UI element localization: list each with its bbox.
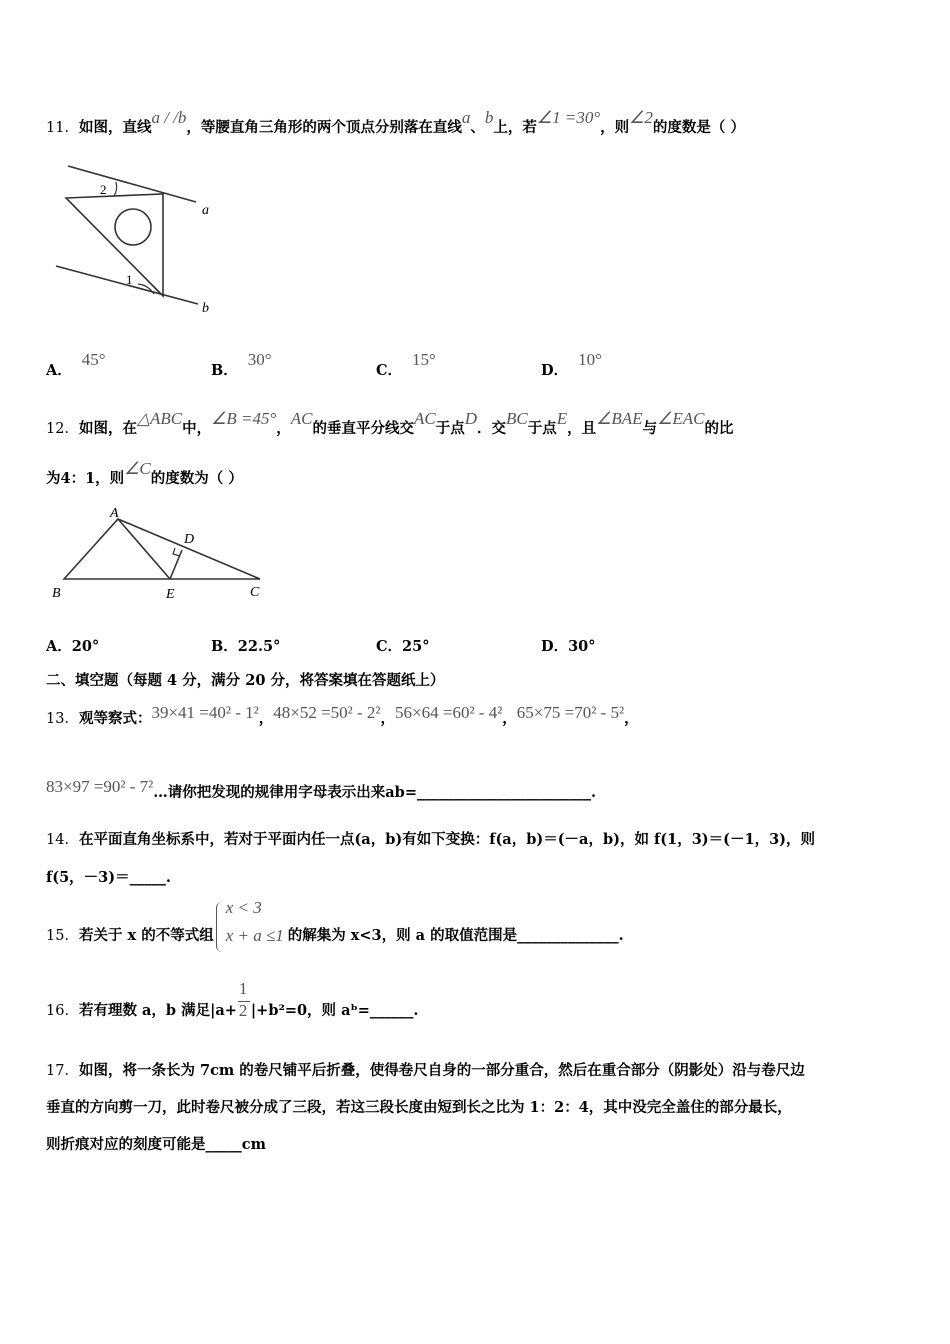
- q16-stem: 16．若有理数 a，b 满足|a+ $\frac{1}{2}$ |+b²=0，则 aᵇ=______.: [46, 979, 419, 1020]
- label-d: D: [184, 532, 195, 547]
- q17-stem: 17．如图，将一条长为 7cm 的卷尺铺平后折叠，使得卷尺自身的一部分重合，然后在重合部分（阴影处）沿与卷尺边: [46, 1062, 805, 1079]
- triangle: [66, 194, 163, 296]
- angle-arc-2: [114, 182, 117, 196]
- label-angle-1: 1: [126, 272, 133, 287]
- q12-number: 12．: [46, 421, 79, 437]
- label-a: A: [110, 506, 119, 521]
- q17-stem-line2: 垂直的方向剪一刀，此时卷尺被分成了三段，若这三段长度由短到长之比为 1：2：4，其中没完全盖住的部分最长，: [46, 1099, 792, 1116]
- q12-stem: 12．如图，在△ABC中，∠B =45°，AC的垂直平分线交AC于点D．交BC于点E，且∠BAE与∠EAC的比: [46, 409, 734, 437]
- q12-option-b[interactable]: B．22.5°: [211, 638, 281, 655]
- q13-stem: 13．观等察式：39×41 =40² - 1²，48×52 =50² - 2²，56×64 =60² - 4²，65×75 =70² - 5²，: [46, 703, 639, 727]
- q11-option-b[interactable]: B．30°: [211, 350, 272, 379]
- q14-stem: 14．在平面直角坐标系中，若对于平面内任一点(a，b)有如下变换：f(a，b)＝(－a，b)，如 f(1，3)＝(－1，3)，则: [46, 831, 816, 848]
- q17-number: 17．: [46, 1063, 79, 1079]
- q12-figure: [46, 503, 276, 607]
- q11-number: 11．: [46, 120, 79, 136]
- label-angle-2: 2: [100, 182, 107, 197]
- label-b: B: [52, 586, 61, 601]
- q12-option-c[interactable]: C．25°: [376, 638, 430, 655]
- q11-option-a[interactable]: A．45°: [46, 350, 106, 379]
- q14-number: 14．: [46, 832, 79, 848]
- math-angle2: ∠2: [629, 108, 653, 127]
- inequality-system: x < 3 x + a ≤1: [214, 926, 288, 940]
- math-a-parallel-b: a / /b: [151, 108, 187, 127]
- math-angle1: ∠1 =30°: [536, 108, 601, 127]
- label-line-a: a: [202, 203, 209, 218]
- q11-option-d[interactable]: D．10°: [541, 350, 602, 379]
- q13-stem-line2: 83×97 =90² - 7²…请你把发现的规律用字母表示出来ab=________________________.: [46, 777, 597, 801]
- q17-stem-line3: 则折痕对应的刻度可能是_____cm: [46, 1136, 266, 1153]
- q11-stem: 11．如图，直线a / /b，等腰直角三角形的两个顶点分别落在直线a、b上，若∠1 =30°，则∠2的度数是（ ）: [46, 108, 745, 136]
- q14-stem-line2: f(5，－3)＝_____.: [46, 869, 171, 886]
- q12-stem-line2: 为4：1，则∠C的度数为（ ）: [46, 459, 243, 487]
- q11-option-c[interactable]: C．15°: [376, 350, 436, 379]
- q16-number: 16．: [46, 1003, 79, 1019]
- q11-figure: [46, 160, 226, 324]
- right-angle-mark: [173, 548, 180, 556]
- q13-number: 13．: [46, 711, 79, 727]
- q12-option-a[interactable]: A．20°: [46, 638, 100, 655]
- segment-ae: [118, 519, 170, 579]
- q15-number: 15．: [46, 928, 79, 944]
- label-e: E: [166, 587, 175, 602]
- q12-option-d[interactable]: D．30°: [541, 638, 596, 655]
- brace: [216, 902, 223, 952]
- label-c: C: [250, 585, 260, 600]
- circle: [115, 209, 151, 245]
- fraction-half: $\frac{1}{2}$: [237, 1001, 251, 1015]
- q15-stem: 15．若关于 x 的不等式组 x < 3 x + a ≤1 的解集为 x<3，则 a 的取值范围是______________.: [46, 924, 624, 945]
- label-line-b: b: [202, 301, 209, 316]
- section-heading: 二、填空题（每题 4 分，满分 20 分，将答案填在答题纸上）: [46, 672, 445, 689]
